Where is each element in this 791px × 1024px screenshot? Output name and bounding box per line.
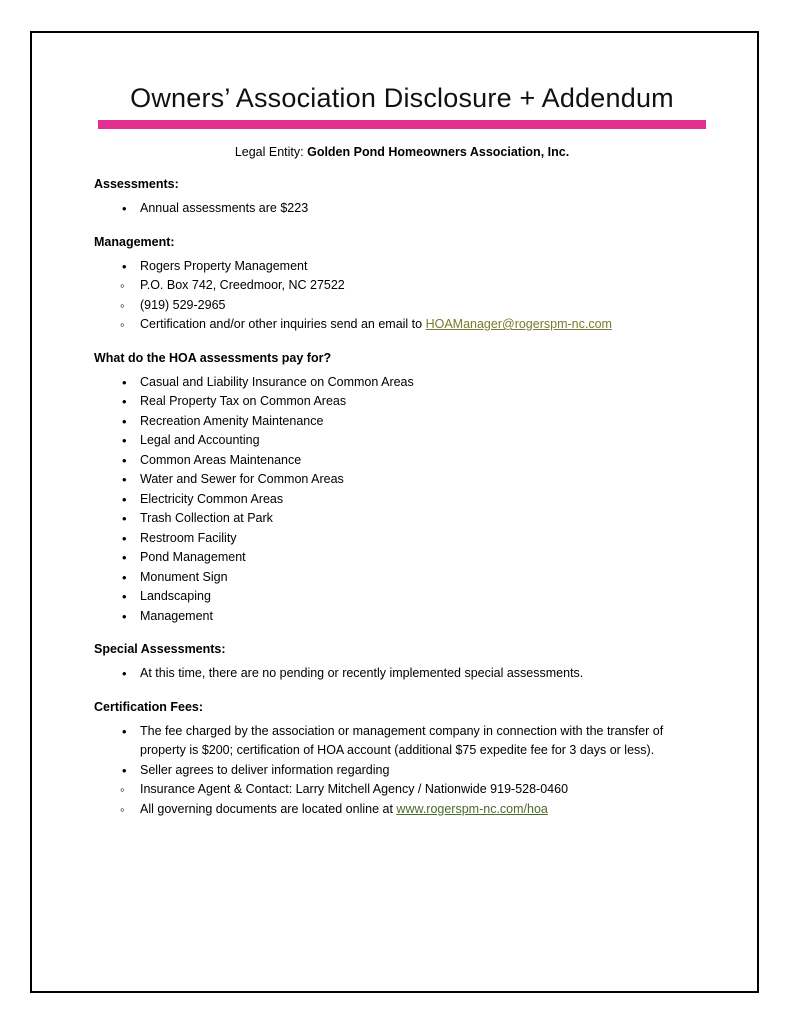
governing-documents-text: All governing documents are located online at xyxy=(140,801,397,816)
list-item xyxy=(92,315,712,335)
list-item: • Recreation Amenity Maintenance xyxy=(92,412,712,432)
management-sublist xyxy=(92,276,712,335)
list-item: • Pond Management xyxy=(92,548,712,568)
list-item: • Casual and Liability Insurance on Common Areas xyxy=(92,373,712,393)
document-content xyxy=(92,83,712,819)
certification-fees-sublist xyxy=(92,780,712,819)
governing-documents-link[interactable]: www.rogerspm-nc.com/hoa xyxy=(396,801,548,816)
document-page xyxy=(30,31,759,993)
list-item: • The fee charged by the association or management company in connection with the transfer of property is $200; certification of HOA account (additional $75 expedite fee for 3 days or less). xyxy=(92,722,712,761)
list-item: • At this time, there are no pending or recently implemented special assessments. xyxy=(92,664,712,684)
hoa-manager-email-link[interactable]: HOAManager@rogerspm-nc.com xyxy=(425,317,612,331)
section-heading-assessments-usage: What do the HOA assessments pay for? xyxy=(94,350,332,365)
section-heading-assessments: Assessments: xyxy=(94,177,179,191)
legal-entity-line xyxy=(92,145,712,159)
list-item: • Legal and Accounting xyxy=(92,431,712,451)
special-assessments-list xyxy=(92,664,712,684)
list-item: • Landscaping xyxy=(92,587,712,607)
assessments-list xyxy=(92,199,712,219)
title-accent-bar xyxy=(98,120,706,129)
list-item: • Water and Sewer for Common Areas xyxy=(92,470,712,490)
list-item: • Restroom Facility xyxy=(92,529,712,549)
management-list xyxy=(92,257,712,277)
list-item: • Annual assessments are $223 xyxy=(92,199,712,219)
legal-entity-value: Golden Pond Homeowners Association, Inc. xyxy=(307,145,570,159)
page-title: Owners’ Association Disclosure + Addendum xyxy=(130,83,674,113)
list-item: • Common Areas Maintenance xyxy=(92,451,712,471)
list-item: • Seller agrees to deliver information regarding xyxy=(92,761,712,781)
list-item: ◦ P.O. Box 742, Creedmoor, NC 27522 xyxy=(92,276,712,296)
list-item: • Real Property Tax on Common Areas xyxy=(92,392,712,412)
section-heading-management: Management: xyxy=(94,234,175,249)
list-item: • Management xyxy=(92,607,712,627)
list-item: • Monument Sign xyxy=(92,568,712,588)
list-item: • Electricity Common Areas xyxy=(92,490,712,510)
section-heading-certification-fees: Certification Fees: xyxy=(94,699,204,714)
email-instruction-text: Certification and/or other inquiries send an email to xyxy=(140,317,426,331)
assessment-usage-list xyxy=(92,373,712,627)
certification-fees-list xyxy=(92,722,712,781)
list-item: • Rogers Property Management xyxy=(92,257,712,277)
list-item: ◦ (919) 529-2965 xyxy=(92,296,712,316)
list-item xyxy=(92,800,712,820)
list-item: ◦ Insurance Agent & Contact: Larry Mitchell Agency / Nationwide 919-528-0460 xyxy=(92,780,712,800)
section-heading-special-assessments: Special Assessments: xyxy=(94,642,226,656)
legal-entity-label: Legal Entity: xyxy=(234,145,308,159)
list-item: • Trash Collection at Park xyxy=(92,509,712,529)
